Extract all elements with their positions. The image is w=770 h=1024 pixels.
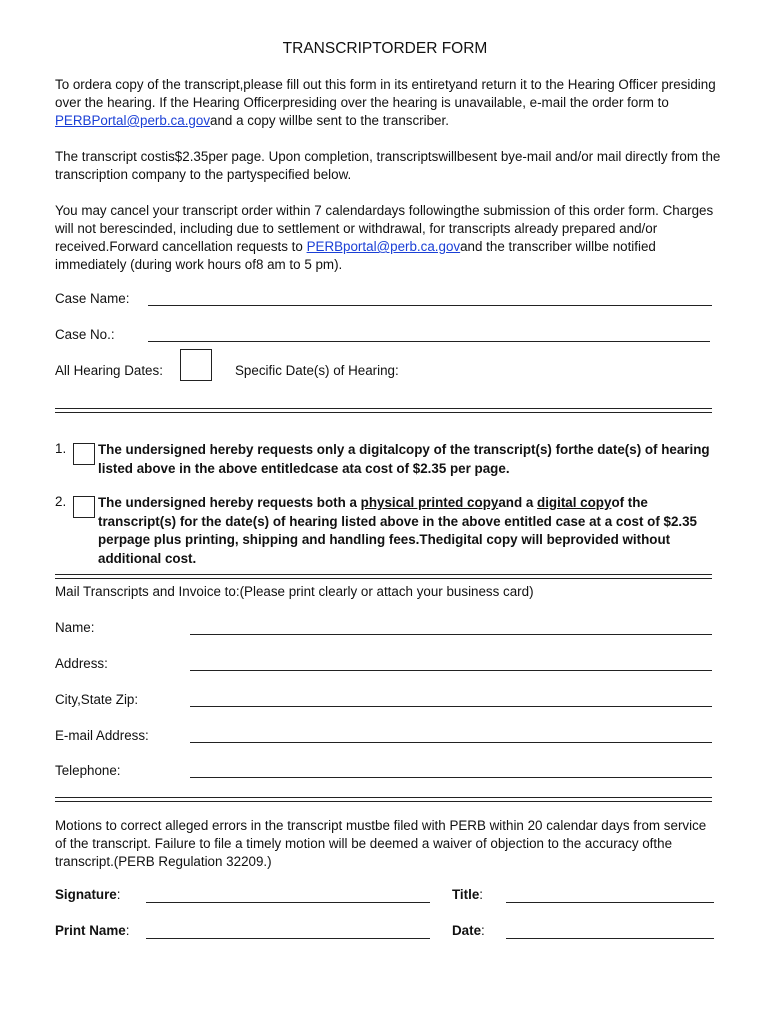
option-2-digital-copy: digital copy — [537, 495, 612, 510]
signature-field[interactable] — [146, 902, 430, 903]
print-name-label: Print Name — [55, 923, 126, 938]
mail-email-field[interactable] — [190, 742, 712, 743]
option-1-number: 1. — [55, 441, 67, 456]
title-label: Title — [452, 887, 480, 902]
option-2-checkbox[interactable] — [73, 496, 95, 518]
section-divider — [55, 408, 712, 413]
option-2-text-b: and a — [498, 495, 538, 510]
print-name-colon: : — [125, 923, 130, 938]
cancel-paragraph — [55, 202, 725, 274]
mail-address-field[interactable] — [190, 670, 712, 671]
print-name-field[interactable] — [146, 938, 430, 939]
all-hearing-dates-label: All Hearing Dates: — [55, 363, 163, 378]
option-1-text: The undersigned hereby requests only a digitalcopy of the transcript(s) forthe date(s) of hearing listed above in the above entitledcase ata cost of $2.35 per page. — [98, 442, 710, 476]
intro-text: To ordera copy of the transcript,please fill out this form in its entiretyand return it to the Hearing Officer presiding over the hearing. If the Hearing Officerpresiding over the hearing is unavailable, e-mail the order form to — [55, 77, 716, 110]
case-name-field[interactable] — [148, 305, 712, 306]
all-hearing-dates-checkbox[interactable] — [180, 349, 212, 381]
specific-dates-label: Specific Date(s) of Hearing: — [235, 363, 399, 378]
mail-phone-field[interactable] — [190, 777, 712, 778]
option-2-text — [98, 494, 710, 568]
date-label: Date — [452, 923, 482, 938]
cost-paragraph: The transcript costis$2.35per page. Upon completion, transcriptswillbesent bye-mail and/or mail directly from the transcription company to the partyspecified below. — [55, 149, 721, 182]
date-colon: : — [481, 923, 485, 938]
mail-section-divider — [55, 574, 712, 579]
intro-paragraph-1 — [55, 76, 725, 130]
date-label-wrap — [452, 923, 485, 938]
mail-city-field[interactable] — [190, 706, 712, 707]
date-field[interactable] — [506, 938, 714, 939]
mail-name-field[interactable] — [190, 634, 712, 635]
motions-divider — [55, 797, 712, 802]
motions-paragraph: Motions to correct alleged errors in the transcript mustbe filed with PERB within 20 calendar days from service of the transcript. Failure to file a timely motion will be deemed a waiver of objection to the accuracy ofthe transcript.(PERB Regulation 32209.) — [55, 818, 707, 869]
case-no-field[interactable] — [148, 341, 710, 342]
title-field[interactable] — [506, 902, 714, 903]
title-colon: : — [479, 887, 484, 902]
mail-email-label: E-mail Address: — [55, 728, 149, 743]
option-1-checkbox[interactable] — [73, 443, 95, 465]
mail-phone-label: Telephone: — [55, 763, 121, 778]
mail-name-label: Name: — [55, 620, 95, 635]
signature-colon: : — [116, 887, 121, 902]
case-no-label: Case No.: — [55, 327, 115, 342]
option-2-text-a: The undersigned hereby requests both a — [98, 495, 361, 510]
mail-address-label: Address: — [55, 656, 108, 671]
cancel-text: You may cancel your transcript order within 7 calendardays followingthe submission of this order form. Charges will not berescinded, including due to settlement or withdrawal, for transcripts already prepared and/or received.Forward cancellation requests to — [55, 203, 714, 254]
title-label-wrap — [452, 887, 483, 902]
signature-label: Signature — [55, 887, 117, 902]
signature-label-wrap — [55, 887, 121, 902]
option-2-number: 2. — [55, 494, 67, 509]
cancel-text-end: and the transcriber willbe notified immediately (during work hours of8 am to 5 pm). — [55, 239, 656, 272]
option-2-physical-copy: physical printed copy — [360, 495, 499, 510]
form-title: TRANSCRIPTORDER FORM — [282, 40, 488, 57]
print-name-label-wrap — [55, 923, 129, 938]
mail-heading: Mail Transcripts and Invoice to:(Please print clearly or attach your business card) — [55, 584, 534, 599]
mail-city-label: City,State Zip: — [55, 692, 139, 707]
option-2-text-c: of the transcript(s) for the date(s) of hearing listed above in the above entitled case at a cost of $2.35 perpage plus printing, shipping and handling fees.Thedigital copy will beprovided without additional cost. — [98, 495, 698, 566]
perb-portal-email-link[interactable]: PERBPortal@perb.ca.gov — [55, 113, 211, 128]
perb-portal-cancel-email-link[interactable]: PERBportal@perb.ca.gov — [306, 239, 461, 254]
intro-text-end: and a copy willbe sent to the transcriber. — [210, 113, 449, 128]
case-name-label: Case Name: — [55, 291, 130, 306]
